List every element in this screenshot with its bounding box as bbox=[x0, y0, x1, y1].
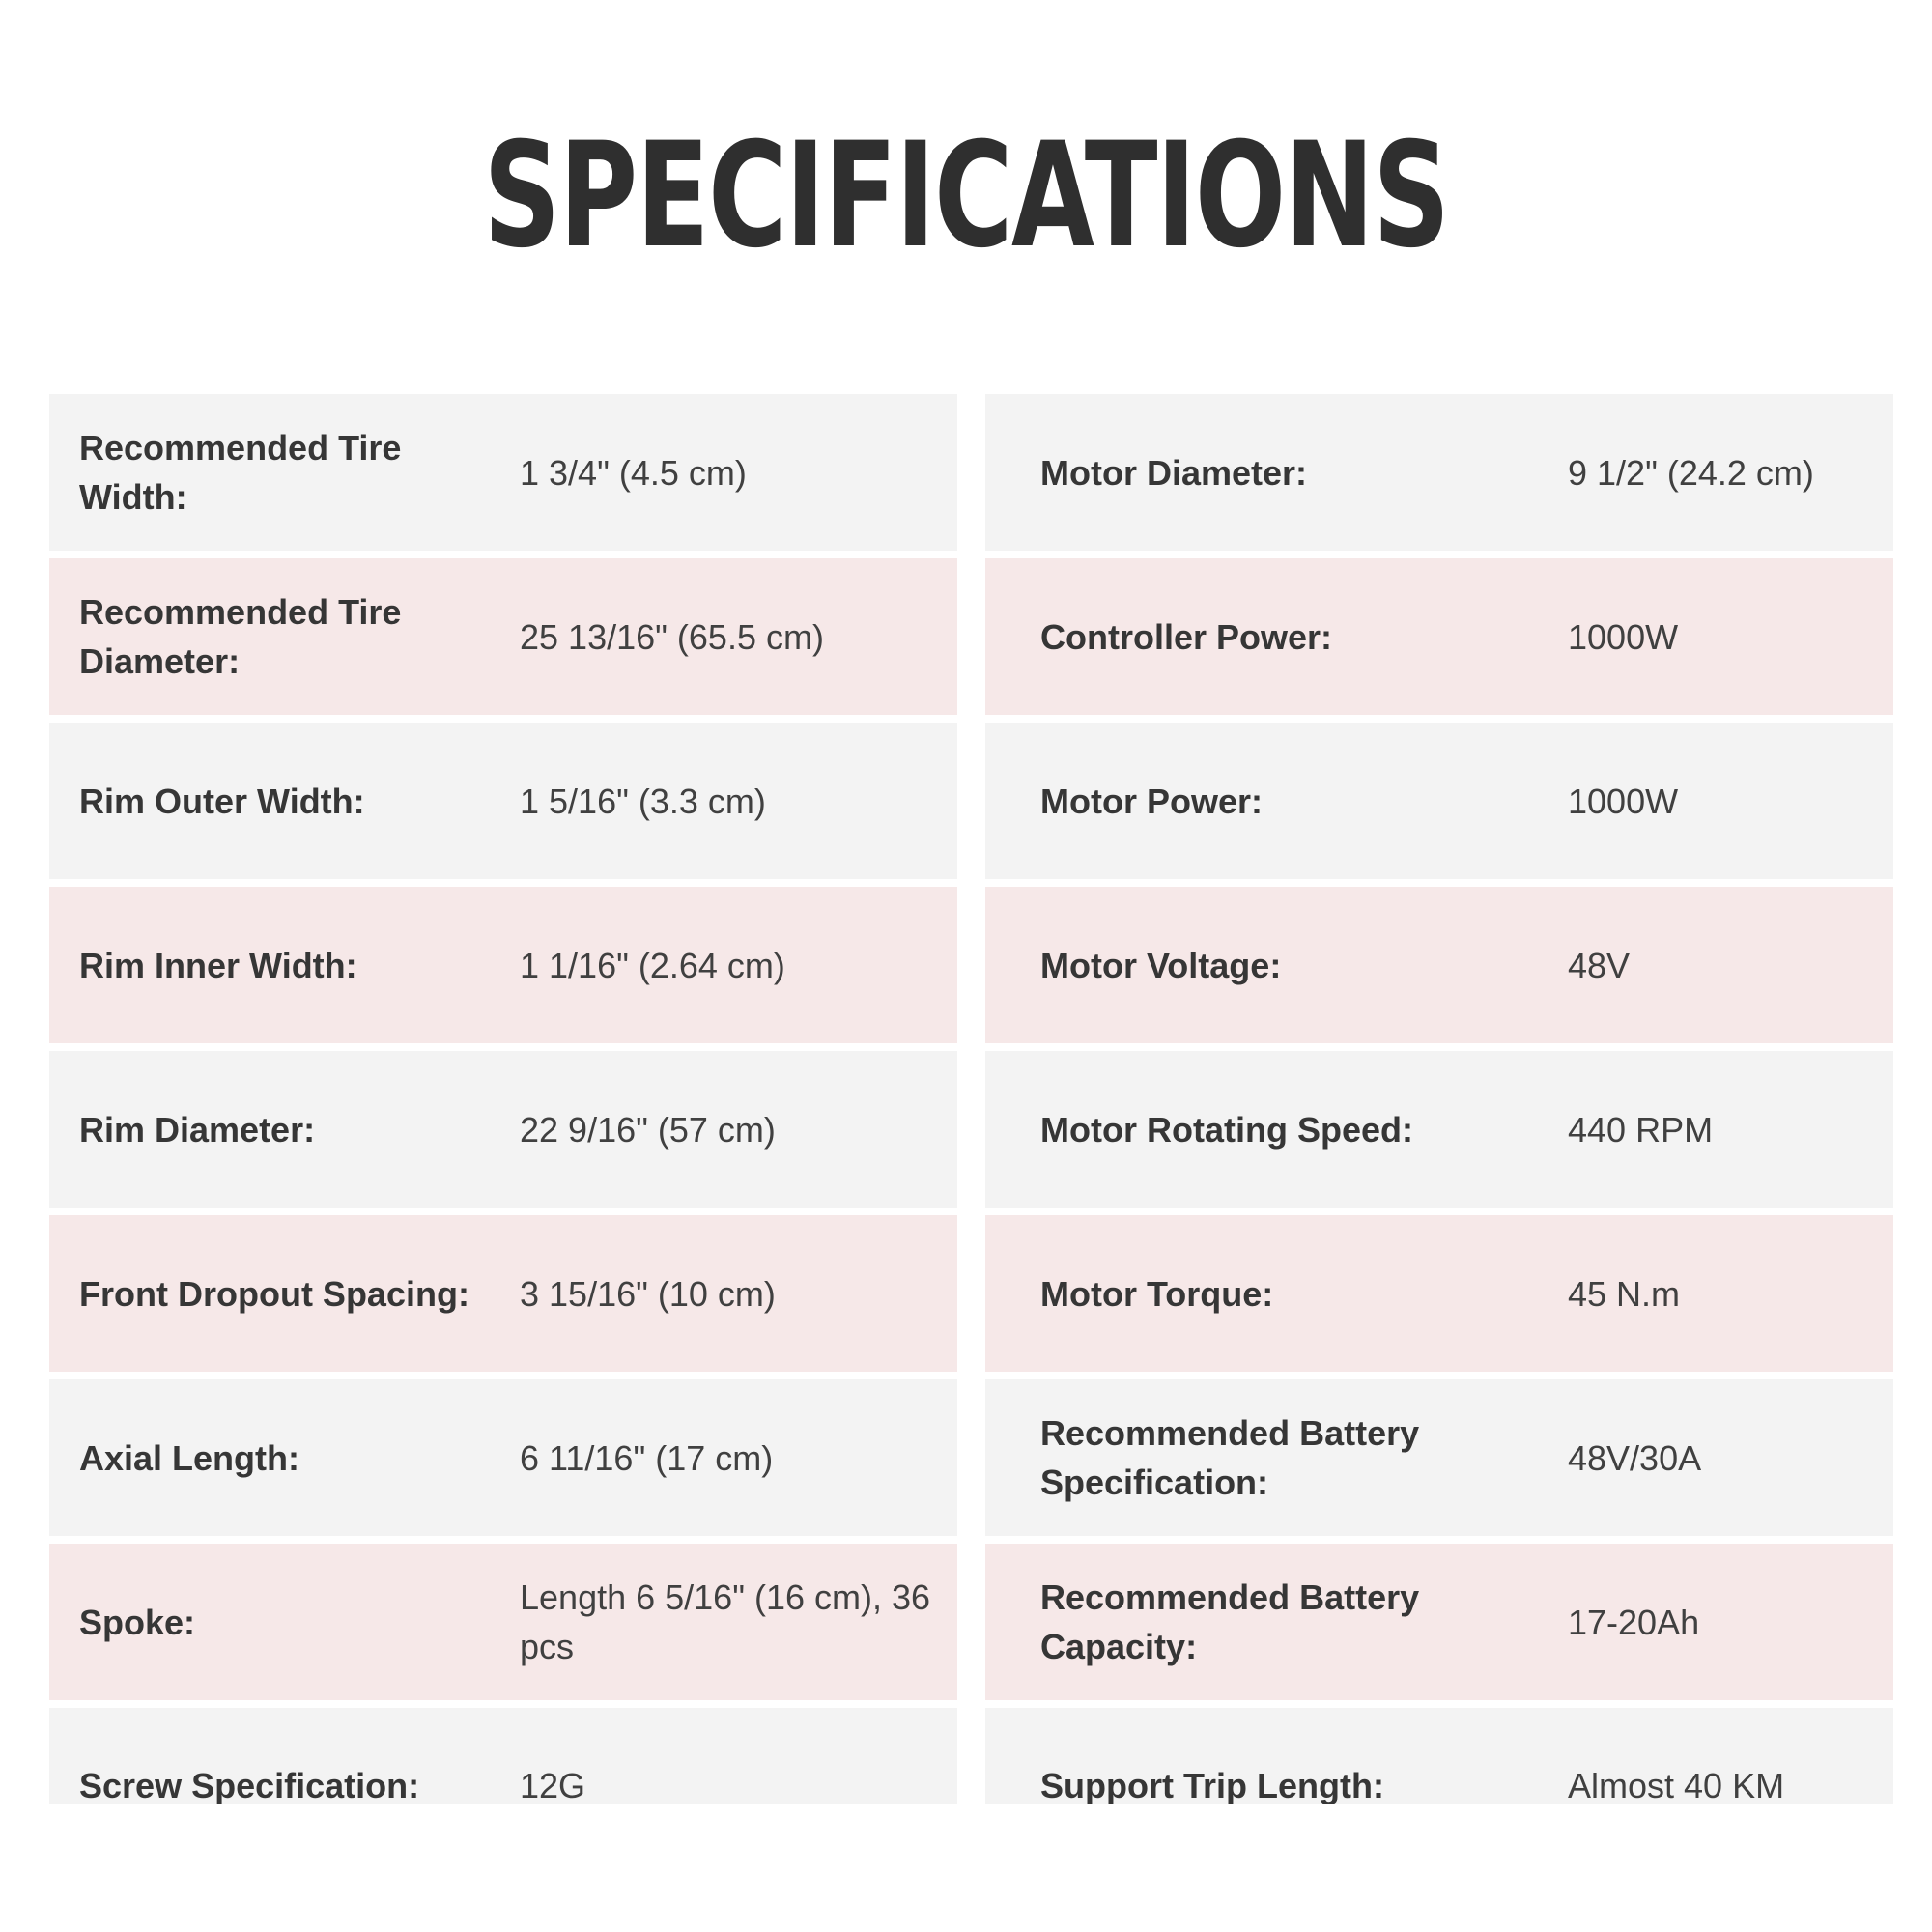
spec-row bbox=[49, 723, 957, 879]
spec-value: 22 9/16" (57 cm) bbox=[520, 1109, 776, 1150]
spec-label: Motor Rotating Speed: bbox=[1040, 1109, 1413, 1150]
spec-value: 440 RPM bbox=[1568, 1109, 1714, 1150]
spec-label: Motor Power: bbox=[1040, 781, 1263, 821]
spec-row bbox=[49, 1215, 957, 1372]
spec-value: 45 N.m bbox=[1568, 1273, 1681, 1314]
spec-value: 12G bbox=[520, 1765, 586, 1804]
spec-label: Controller Power: bbox=[1040, 616, 1333, 657]
page-title: SPECIFICATIONS bbox=[483, 112, 1449, 280]
spec-label: Recommended Battery Capacity: bbox=[1040, 1577, 1420, 1666]
spec-value: 1 1/16" (2.64 cm) bbox=[520, 945, 785, 985]
spec-value: Almost 40 KM bbox=[1568, 1765, 1785, 1804]
spec-value: 48V bbox=[1568, 945, 1631, 985]
spec-row bbox=[985, 1379, 1893, 1536]
spec-label: Rim Diameter: bbox=[79, 1109, 316, 1150]
spec-value: 3 15/16" (10 cm) bbox=[520, 1273, 776, 1314]
spec-value: 9 1/2" (24.2 cm) bbox=[1568, 452, 1814, 493]
spec-label: Motor Diameter: bbox=[1040, 452, 1308, 493]
spec-label: Motor Voltage: bbox=[1040, 945, 1282, 985]
spec-row bbox=[49, 1708, 957, 1804]
spec-row bbox=[49, 887, 957, 1043]
spec-table-right bbox=[985, 394, 1893, 1812]
spec-label: Spoke: bbox=[79, 1602, 196, 1642]
spec-row bbox=[985, 394, 1893, 551]
spec-row bbox=[49, 1379, 957, 1536]
spec-label: Support Trip Length: bbox=[1040, 1765, 1384, 1804]
spec-row bbox=[49, 394, 957, 551]
spec-row bbox=[985, 723, 1893, 879]
spec-row bbox=[985, 1708, 1893, 1804]
spec-value: 6 11/16" (17 cm) bbox=[520, 1437, 774, 1478]
spec-row bbox=[985, 558, 1893, 715]
spec-label: Rim Outer Width: bbox=[79, 781, 365, 821]
spec-row bbox=[985, 1544, 1893, 1700]
spec-table-left bbox=[49, 394, 957, 1812]
spec-row bbox=[985, 1215, 1893, 1372]
spec-label: Front Dropout Spacing: bbox=[79, 1273, 469, 1314]
spec-value: 17-20Ah bbox=[1568, 1602, 1700, 1642]
spec-value: 1000W bbox=[1568, 616, 1679, 657]
spec-value: 48V/30A bbox=[1568, 1437, 1702, 1478]
spec-label: Motor Torque: bbox=[1040, 1273, 1274, 1314]
spec-label: Recommended Tire Width: bbox=[79, 428, 402, 517]
spec-value: 1 3/4" (4.5 cm) bbox=[520, 452, 747, 493]
spec-label: Axial Length: bbox=[79, 1437, 300, 1478]
spec-value: 1000W bbox=[1568, 781, 1679, 821]
spec-label: Rim Inner Width: bbox=[79, 945, 357, 985]
spec-row bbox=[49, 1544, 957, 1700]
spec-label: Recommended Battery Specification: bbox=[1040, 1413, 1420, 1502]
spec-value: 25 13/16" (65.5 cm) bbox=[520, 616, 824, 657]
spec-row bbox=[49, 558, 957, 715]
spec-row bbox=[49, 1051, 957, 1208]
spec-value: Length 6 5/16" (16 cm), 36 pcs bbox=[520, 1577, 931, 1666]
spec-value: 1 5/16" (3.3 cm) bbox=[520, 781, 766, 821]
spec-label: Recommended Tire Diameter: bbox=[79, 592, 402, 681]
spec-label: Screw Specification: bbox=[79, 1765, 420, 1804]
spec-row bbox=[985, 1051, 1893, 1208]
spec-row bbox=[985, 887, 1893, 1043]
